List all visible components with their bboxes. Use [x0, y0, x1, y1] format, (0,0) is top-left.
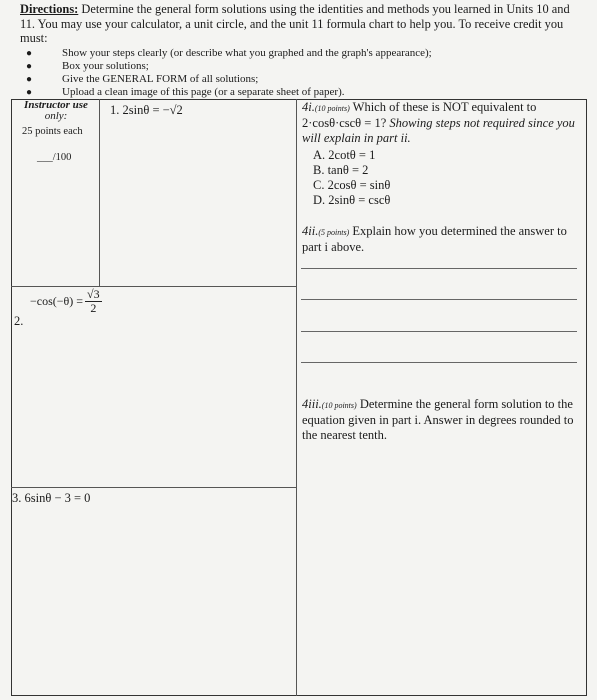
- question-4ii-text: Explain how you determined the answer to part i above.: [302, 224, 567, 254]
- problem-2-lhs: −cos(−θ) =: [30, 294, 84, 308]
- problem-1: 1. 2sinθ = −√2: [110, 103, 183, 117]
- question-4i-label: 4i.: [302, 100, 315, 114]
- question-4i-text: Which of these is NOT equivalent to: [349, 100, 537, 114]
- answer-line-2[interactable]: [301, 299, 577, 300]
- problem-2-number: 2.: [14, 314, 24, 328]
- option-a: A. 2cotθ = 1: [313, 148, 376, 162]
- fraction-denominator: 2: [90, 301, 97, 315]
- list-item: [22, 47, 432, 60]
- answer-line-4[interactable]: [301, 362, 577, 363]
- question-4ii: [302, 224, 577, 255]
- instructor-only-label: only:: [44, 110, 68, 122]
- option-b: B. tanθ = 2: [313, 163, 369, 177]
- list-item: [22, 60, 432, 73]
- instructor-divider: [99, 99, 100, 286]
- list-item: [22, 73, 432, 86]
- bullet-icon: ●: [26, 61, 33, 72]
- problem-3: 3. 6sinθ − 3 = 0: [12, 491, 91, 505]
- bullet-text: Show your steps clearly (or describe what you graphed and the graph's appearance);: [62, 47, 432, 59]
- directions-label: Directions:: [20, 2, 79, 16]
- answer-line-1[interactable]: [301, 268, 577, 269]
- row-divider-2: [11, 487, 297, 488]
- directions-text: Determine the general form solutions using the identities and methods you learned in Units 10 and 11. You may use your calculator, a unit circle, and the unit 11 formula chart to help you. To receive credit you must:: [20, 2, 570, 45]
- question-4i-points: (10 points): [314, 104, 350, 113]
- problem-2-equation: [30, 288, 102, 315]
- question-4iii-label: 4iii.: [302, 397, 322, 411]
- bullet-icon: ●: [26, 87, 33, 98]
- question-4ii-points: (5 points): [318, 228, 350, 237]
- question-4iii-text: Determine the general form solution to the equation given in part i. Answer in degrees rounded to the nearest tenth.: [302, 397, 574, 442]
- answer-line-3[interactable]: [301, 331, 577, 332]
- points-each-label: 25 points each: [22, 126, 83, 137]
- option-c: C. 2cosθ = sinθ: [313, 178, 391, 192]
- requirements-list: [22, 47, 432, 99]
- question-4iii: [302, 397, 584, 443]
- option-d: D. 2sinθ = cscθ: [313, 193, 391, 207]
- score-field[interactable]: ___/100: [37, 152, 72, 163]
- question-4i-tail: Showing steps not required since you will explain in part ii.: [302, 116, 575, 145]
- directions-paragraph: [20, 2, 580, 46]
- question-4ii-label: 4ii.: [302, 224, 319, 238]
- question-4i-options: [313, 148, 390, 208]
- instructor-box: [14, 100, 98, 122]
- list-item: [22, 86, 432, 99]
- question-4iii-points: (10 points): [321, 401, 357, 410]
- bullet-icon: ●: [26, 74, 33, 85]
- column-divider: [296, 99, 297, 696]
- instructor-label: Instructor use: [24, 99, 88, 111]
- bullet-text: Box your solutions;: [62, 60, 149, 72]
- problem-2-fraction: [85, 288, 102, 315]
- question-4i: [302, 100, 582, 146]
- question-4i-equation: 2·cosθ·cscθ = 1?: [302, 116, 387, 130]
- row-divider-1: [11, 286, 297, 287]
- bullet-icon: ●: [26, 48, 33, 59]
- bullet-text: Upload a clean image of this page (or a separate sheet of paper).: [62, 86, 345, 98]
- bullet-text: Give the GENERAL FORM of all solutions;: [62, 73, 259, 85]
- fraction-numerator: √3: [87, 287, 100, 301]
